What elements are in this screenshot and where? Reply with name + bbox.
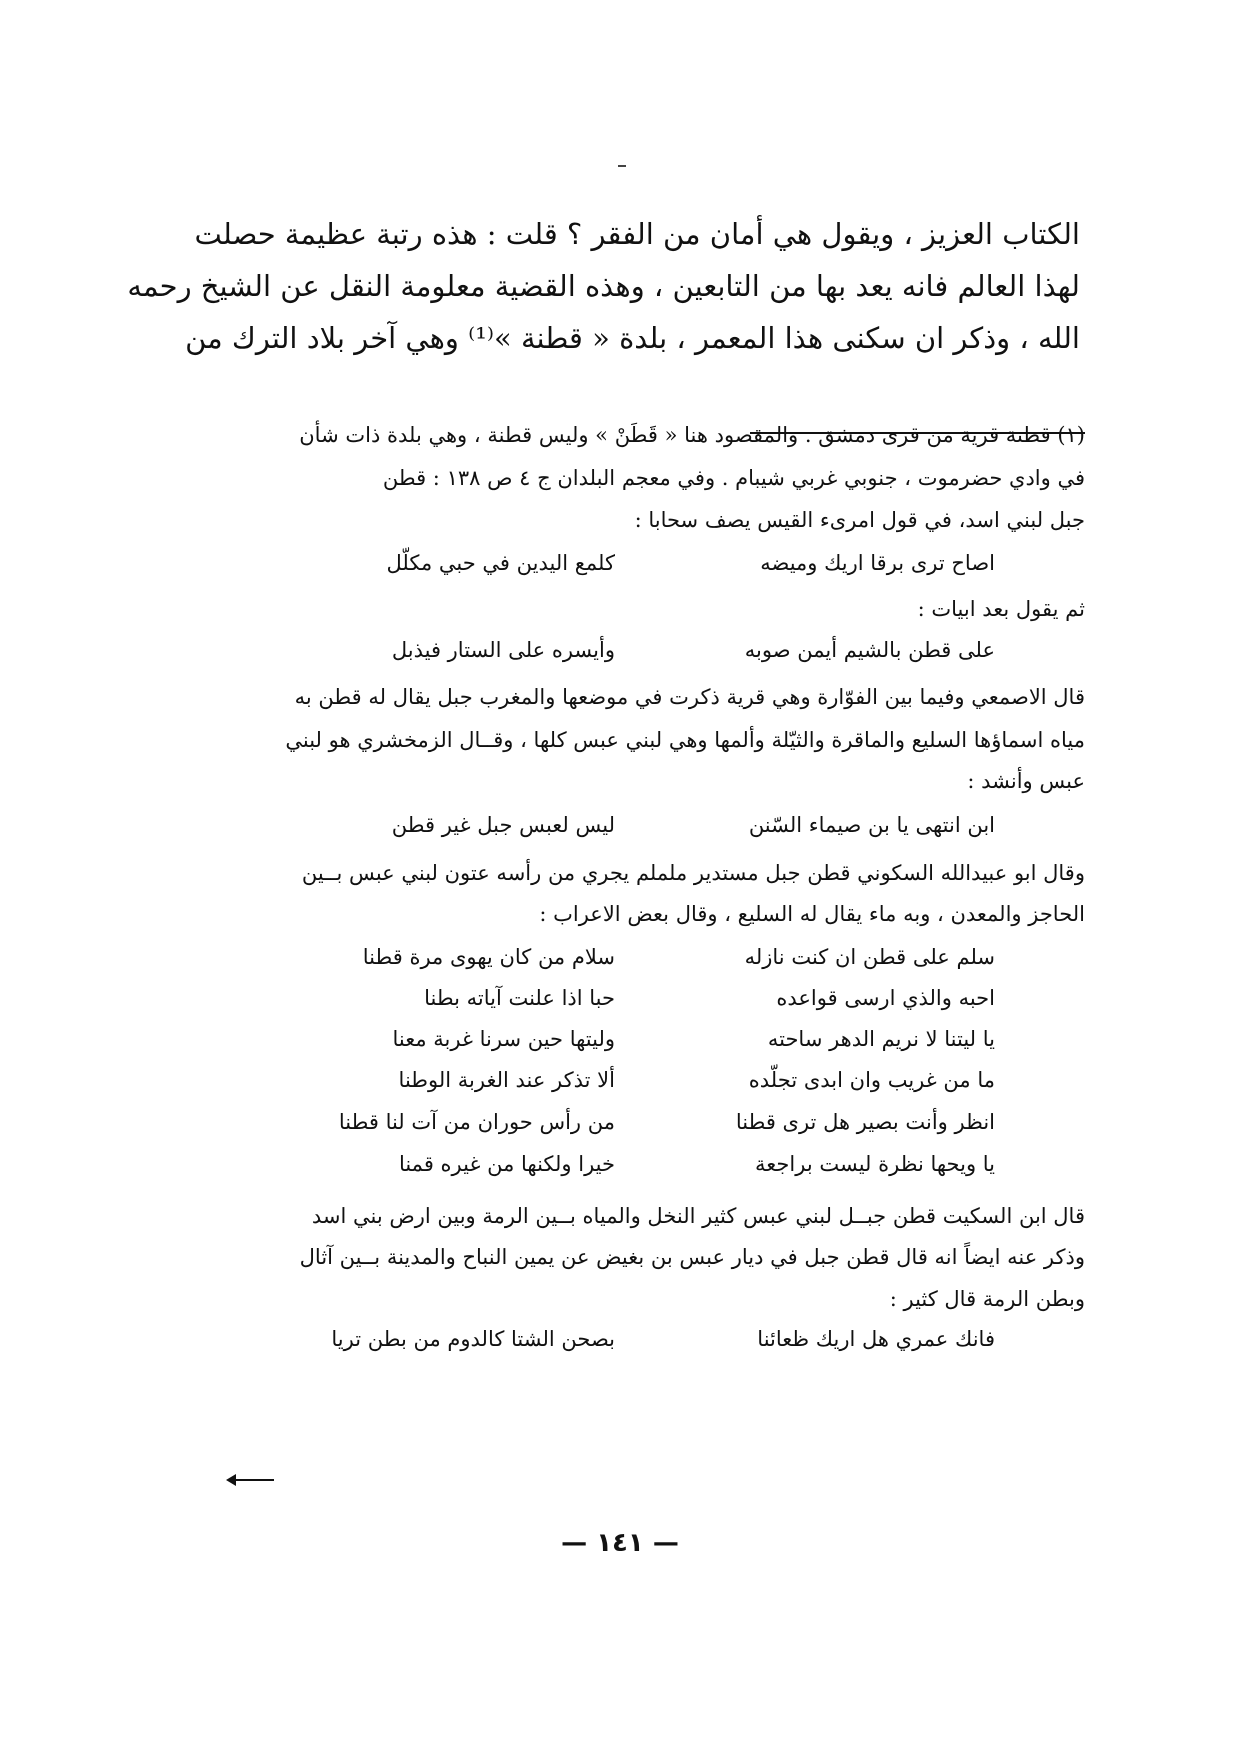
footnote-line: الحاجز والمعدن ، وبه ماء يقال له السليع ، وقال بعض الاعراب : (539, 902, 1085, 926)
footnote-line: مياه اسماؤها السليع والماقرة والثيّلة وألمها وهي لبني عبس كلها ، وقــال الزمخشري هو لبني (285, 728, 1085, 752)
poem-hemistich-left: حبا اذا علنت آياته بطنا (424, 986, 615, 1010)
footnote-line: وبطن الرمة قال كثير : (889, 1287, 1085, 1311)
verse-hemistich-right: ابن انتهى يا بن صيماء السّنن (748, 813, 995, 837)
poem-hemistich-right: يا ويحها نظرة ليست براجعة (755, 1152, 995, 1176)
poem-hemistich-left: خيرا ولكنها من غيره قمنا (398, 1152, 615, 1176)
footnote-line: قال ابن السكيت قطن جبــل لبني عبس كثير النخل والمياه بــين الرمة وبين ارض بني اسد (311, 1204, 1085, 1228)
continuation-arrow-icon (228, 1479, 274, 1481)
footnote-line: ثم يقول بعد ابيات : (917, 597, 1085, 621)
footnote-line: جبل لبني اسد، في قول امرىء القيس يصف سحابا : (634, 508, 1085, 532)
body-line-1: الكتاب العزيز ، ويقول هي أمان من الفقر ؟ قلت : هذه رتبة عظيمة حصلت (194, 217, 1080, 251)
footnote-line: وقال ابو عبيدالله السكوني قطن جبل مستدير ململم يجري من رأسه عتون لبني عبس بــين (301, 861, 1085, 885)
body-line-3: الله ، وذكر ان سكنى هذا المعمر ، بلدة « قطنة »⁽¹⁾ وهي آخر بلاد الترك من (185, 321, 1080, 355)
verse-hemistich-left: وأيسره على الستار فيذبل (391, 638, 615, 662)
poem-hemistich-left: ألا تذكر عند الغربة الوطنا (398, 1068, 615, 1092)
footnote-line: وذكر عنه ايضاً انه قال قطن جبل في ديار عبس بن بغيض عن يمين النباح والمدينة بــين آثال (299, 1245, 1085, 1269)
verse-hemistich-right: اصاح ترى برقا اريك وميضه (760, 551, 995, 575)
verse-hemistich-left: بصحن الشتا كالدوم من بطن تريا (331, 1327, 615, 1351)
footnote-line: عبس وأنشد : (967, 769, 1085, 793)
poem-hemistich-right: يا ليتنا لا نريم الدهر ساحته (767, 1027, 995, 1051)
page-number: — ١٤١ — (561, 1528, 679, 1558)
footnote-line: (١) قطنة قرية من قرى دمشق . والمقصود هنا « قَطَنْ » وليس قطنة ، وهي بلدة ذات شأن (299, 423, 1085, 447)
poem-hemistich-right: انظر وأنت بصير هل ترى قطنا (735, 1110, 995, 1134)
body-line-2: لهذا العالم فانه يعد بها من التابعين ، وهذه القضية معلومة النقل عن الشيخ رحمه (127, 269, 1080, 303)
poem-hemistich-left: من رأس حوران من آت لنا قطنا (338, 1110, 615, 1134)
verse-hemistich-left: ليس لعبس جبل غير قطن (391, 813, 615, 837)
poem-hemistich-right: ما من غريب وان ابدى تجلّده (748, 1068, 995, 1092)
verse-hemistich-right: فانك عمري هل اريك ظعائنا (757, 1327, 995, 1351)
poem-hemistich-right: احبه والذي ارسى قواعده (776, 986, 995, 1010)
verse-hemistich-left: كلمع اليدين في حبي مكلّل (386, 551, 615, 575)
footnote-line: قال الاصمعي وفيما بين الفوّارة وهي قرية ذكرت في موضعها والمغرب جبل يقال له قطن به (294, 685, 1085, 709)
poem-hemistich-left: وليتها حين سرنا غربة معنا (392, 1027, 615, 1051)
header-mark (618, 165, 626, 167)
verse-hemistich-right: على قطن بالشيم أيمن صوبه (744, 638, 995, 662)
poem-hemistich-right: سلم على قطن ان كنت نازله (744, 945, 995, 969)
poem-hemistich-left: سلام من كان يهوى مرة قطنا (362, 945, 615, 969)
footnote-line: في وادي حضرموت ، جنوبي غربي شيبام . وفي معجم البلدان ج ٤ ص ١٣٨ : قطن (382, 466, 1085, 490)
